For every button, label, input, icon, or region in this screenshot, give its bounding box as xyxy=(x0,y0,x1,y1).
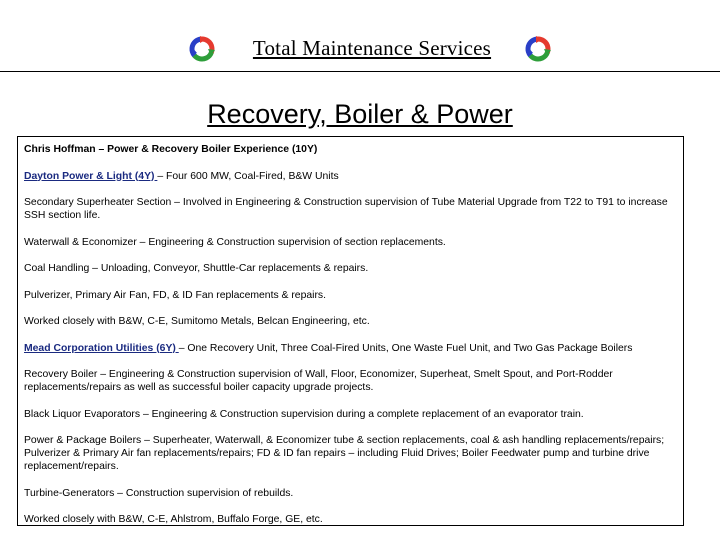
header-divider xyxy=(0,71,720,72)
experience-heading: Chris Hoffman – Power & Recovery Boiler Experience (10Y) xyxy=(24,144,318,155)
mead-section-header xyxy=(24,342,677,355)
slide-title: Recovery, Boiler & Power xyxy=(207,99,513,129)
company-name: Total Maintenance Services xyxy=(252,36,492,60)
recycling-arrows-icon xyxy=(187,34,217,64)
dayton-section-header xyxy=(24,170,677,183)
list-item: Black Liquor Evaporators – Engineering & Construction supervision during a complete replacement of an evaporator train. xyxy=(24,408,584,420)
dayton-link[interactable]: Dayton Power & Light (4Y) xyxy=(24,170,158,182)
recycling-arrows-icon xyxy=(523,34,553,64)
mead-link[interactable]: Mead Corporation Utilities (6Y) xyxy=(24,342,179,354)
list-item: Worked closely with B&W, C-E, Ahlstrom, Buffalo Forge, GE, etc. xyxy=(24,514,323,525)
list-item: Waterwall & Economizer – Engineering & Construction supervision of section replacements. xyxy=(24,236,446,248)
list-item: Recovery Boiler – Engineering & Construction supervision of Wall, Floor, Economizer, Superheat, Smelt Spout, and Port-Rodder replacements/repairs as well as successful boiler capacity upgrade projects. xyxy=(24,369,613,393)
list-item: Power & Package Boilers – Superheater, Waterwall, & Economizer tube & section replacements, coal & ash handling replacements/repairs; Pulverizer & Primary Air fan replacements/repairs; FD & ID fan repairs – including Fluid Drives; Boiler Feedwater pump and turbine drive replacement/repairs. xyxy=(24,435,665,472)
list-item: Turbine-Generators – Construction supervision of rebuilds. xyxy=(24,487,294,499)
content-box xyxy=(17,136,684,526)
list-item: Secondary Superheater Section – Involved in Engineering & Construction supervision of Tube Material Upgrade from T22 to T91 to increase SSH section life. xyxy=(24,197,668,221)
list-item: Coal Handling – Unloading, Conveyor, Shuttle-Car replacements & repairs. xyxy=(24,263,369,274)
list-item: Pulverizer, Primary Air Fan, FD, & ID Fan replacements & repairs. xyxy=(24,289,326,301)
dayton-description: – Four 600 MW, Coal-Fired, B&W Units xyxy=(157,170,339,182)
header-banner xyxy=(0,28,720,72)
mead-description: – One Recovery Unit, Three Coal-Fired Units, One Waste Fuel Unit, and Two Gas Package Boilers xyxy=(178,342,633,354)
list-item: Worked closely with B&W, C-E, Sumitomo Metals, Belcan Engineering, etc. xyxy=(24,316,370,327)
